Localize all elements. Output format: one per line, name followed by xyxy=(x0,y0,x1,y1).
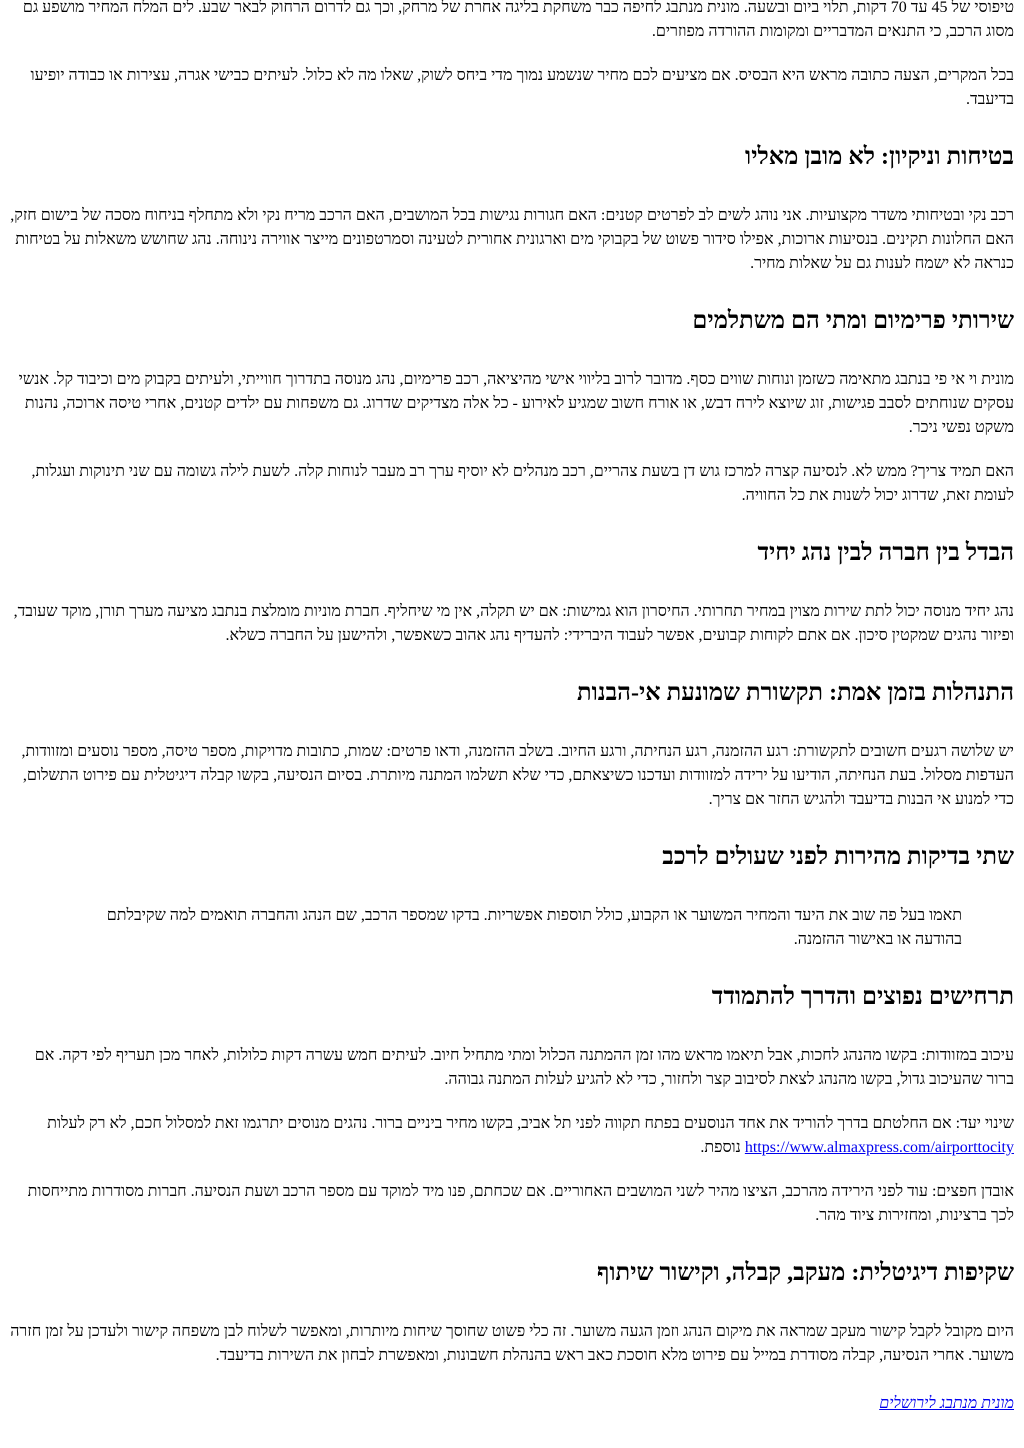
paragraph: טיפוסי של 45 עד 70 דקות, תלוי ביום ובשעה. מונית מנתבג לחיפה כבר משחקת בליגה אחרת של מרחק, וכך גם לדרום הרחוק לבאר שבע. לים המלח המחיר מושפע גם מסוג הרכב, כי התנאים המדבריים ומקומות ההורדה מפוזרים. xyxy=(22,0,1014,40)
paragraph: נהג יחיד מנוסה יכול לתת שירות מצוין במחיר תחרותי. החיסרון הוא גמישות: אם יש תקלה, אין מי שיחליף. חברת מוניות מומלצת בנתבג מציעה מערך תורן, מוקד שעובד, ופיזור נהגים שמקטין סיכון. אם אתם לקוחות קבועים, אפשר לעבוד היברידי: להעדיף נהג אהוב כשאפשר, ולהישען על החברה כשלא. xyxy=(13,603,1014,644)
airport-to-city-link[interactable]: https://www.almaxpress.com/airporttocity xyxy=(744,1139,1014,1156)
paragraph: עיכוב במזוודות: בקשו מהנהג לחכות, אבל תיאמו מראש מהו זמן ההמתנה הכלול ומתי מתחיל חיוב. לעיתים חמש עשרה דקות כלולות, לאחר מכן תעריף לפי דקה. אם ברור שהעיכוב גדול, בקשו מהנהג לצאת לסיבוב קצר ולחזור, כדי לא להגיע לעלות המתנה גבוהה. xyxy=(34,1047,1014,1088)
text: נוספת. xyxy=(700,1139,745,1156)
paragraph: אובדן חפצים: עוד לפני הירידה מהרכב, הציצו מהיר לשני המושבים האחוריים. אם שכחתם, פנו מיד למוקד עם מספר הרכב ושעת הנסיעה. חברות מסודרות מתייחסות לכך ברצינות, ומחזירות ציוד מהר. xyxy=(27,1183,1014,1224)
section-heading: שקיפות דיגיטלית: מעקב, קבלה, וקישור שיתוף xyxy=(596,1260,1014,1286)
section-heading: התנהלות בזמן אמת: תקשורת שמונעת אי-הבנות xyxy=(577,680,1014,706)
paragraph: בכל המקרים, הצעה כתובה מראש היא הבסיס. אם מציעים לכם מחיר שנשמע נמוך מדי ביחס לשוק, שאלו מה לא כלול. לעיתים כבישי אגרה, עצירות או כבודה יופיעו בדיעבד. xyxy=(30,67,1014,108)
section-heading: שירותי פרימיום ומתי הם משתלמים xyxy=(692,308,1014,334)
section-heading: תרחישים נפוצים והדרך להתמודד xyxy=(711,984,1014,1010)
section-heading: שתי בדיקות מהירות לפני שעולים לרכב xyxy=(662,844,1014,870)
section-heading: בטיחות וניקיון: לא מובן מאליו xyxy=(745,144,1014,170)
paragraph: היום מקובל לקבל קישור מעקב שמראה את מיקום הנהג וזמן הגעה משוער. זה כלי פשוט שחוסך שיחות מיותרות, ומאפשר לשלוח לבן משפחה קישור ולעדכן על זמן חזרה משוער. אחרי הנסיעה, קבלה מסודרת במייל עם פירוט מלא חוסכת כאב ראש בהנהלת חשבונות, ומאפשרת לבחון את השירות בדיעבד. xyxy=(10,1323,1014,1364)
text: שינוי יעד: אם החלטתם בדרך להוריד את אחד הנוסעים בפתח תקווה לפני תל אביב, בקשו מחיר ביניים ברור. נהגים מנוסים יתרגמו זאת למסלול חכם, לא רק לעלות xyxy=(47,1115,1014,1132)
blockquote: תאמו בעל פה שוב את היעד והמחיר המשוער או הקבוע, כולל תוספות אפשריות. בדקו שמספר הרכב, שם הנהג והחברה תואמים למה שקיבלתם בהודעה או באישור ההזמנה. xyxy=(106,907,962,948)
paragraph: האם תמיד צריך? ממש לא. לנסיעה קצרה למרכז גוש דן בשעת צהריים, רכב מנהלים לא יוסיף ערך רב מעבר לנוחות קלה. לשעת לילה גשומה עם שני תינוקות ועגלות, לעומת זאת, שדרוג יכול לשנות את כל החוויה. xyxy=(31,463,1014,504)
jerusalem-taxi-link[interactable]: מונית מנתבג לירושלים xyxy=(879,1395,1014,1412)
paragraph-with-link xyxy=(8,1112,1014,1160)
paragraph: מונית וי אי פי בנתבג מתאימה כשזמן ונוחות שווים כסף. מדובר לרוב בליווי אישי מהיציאה, רכב פרימיום, נהג מנוסה בתדרוך חווייתי, ולעיתים בקבוק מים וכיבוד קל. אנשי עסקים שנוחתים לסבב פגישות, זוג שיוצא לירח דבש, או אורח חשוב שמגיע לאירוע - כל אלה מצדיקים שדרוג. גם משפחות עם ילדים קטנים, אחרי טיסה ארוכה, נהנות משקט נפשי ניכר. xyxy=(18,371,1014,436)
paragraph: רכב נקי ובטיחותי משדר מקצועיות. אני נוהג לשים לב לפרטים קטנים: האם חגורות נגישות בכל המושבים, האם הרכב מריח נקי ולא מתחלף בניחוח מסכה של בישום חזק, האם החלונות תקינים. בנסיעות ארוכות, אפילו סידור פשוט של בקבוקי מים וארגונית אחורית לטעינה וסמרטפונים מייצר אווירה נינוחה. נהג שחושש משאלות על בטיחות כנראה לא ישמח לענות גם על שאלות מחיר. xyxy=(10,207,1014,272)
paragraph: יש שלושה רגעים חשובים לתקשורת: רגע ההזמנה, רגע הנחיתה, ורגע החיוב. בשלב ההזמנה, ודאו פרטים: שמות, כתובות מדויקות, מספר טיסה, מספר נוסעים ומזוודות, העדפות מסלול. בעת הנחיתה, הודיעו על ירידה למזוודות ועדכנו כשיצאתם, כדי שלא תשלמו המתנה מיותרת. בסיום הנסיעה, בקשו קבלה דיגיטלית עם פירוט התשלום, כדי למנוע אי הבנות בדיעבד ולהגיש החזר אם צריך. xyxy=(21,743,1014,808)
section-heading: הבדל בין חברה לבין נהג יחיד xyxy=(757,540,1014,566)
